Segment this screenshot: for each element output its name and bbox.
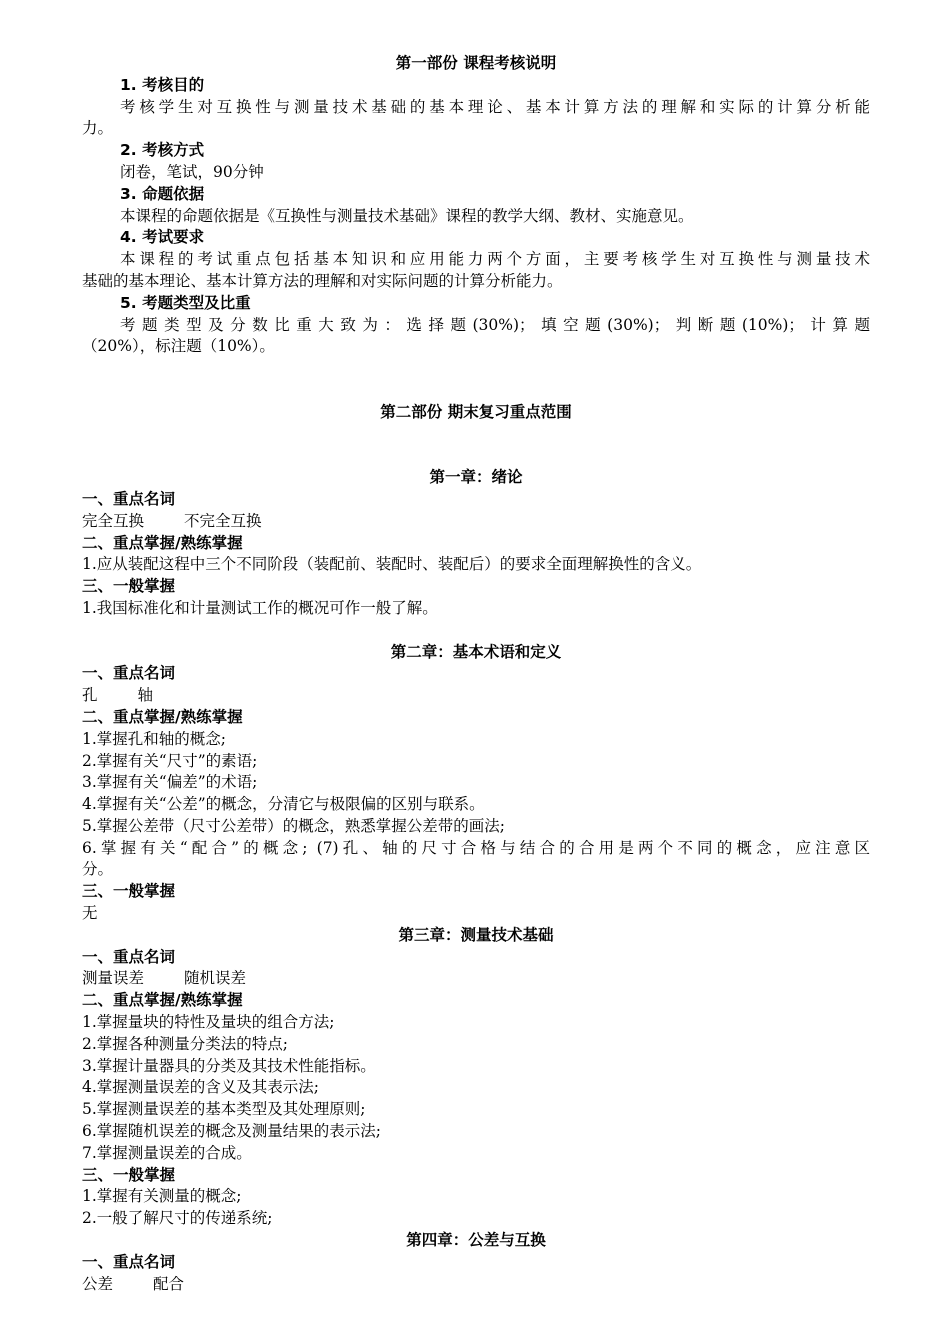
list-item: 3.掌握有关“偏差”的术语; xyxy=(82,773,258,792)
part2-title: 第二部份 期末复习重点范围 xyxy=(380,402,572,421)
body-line: 本课程的命题依据是《互换性与测量技术基础》课程的教学大纲、教材、实施意见。 xyxy=(120,206,694,225)
key-terms xyxy=(82,968,870,990)
body-line: 本课程的考试重点包括基本知识和应用能力两个方面，主要考核学生对互换性与测量技术 xyxy=(120,250,870,269)
key-terms xyxy=(82,511,870,533)
key-term: 配合 xyxy=(153,1274,185,1293)
body-line: 考核学生对互换性与测量技术基础的基本理论、基本计算方法的理解和实际的计算分析能 xyxy=(120,97,870,116)
key-term: 不完全互换 xyxy=(184,511,262,530)
key-term: 轴 xyxy=(137,686,154,705)
document-page xyxy=(82,53,870,1295)
list-item: 2.一般了解尺寸的传递系统; xyxy=(82,1209,273,1228)
key-terms xyxy=(82,685,870,707)
subheading: 二、重点掌握/熟练掌握 xyxy=(82,707,243,726)
list-item: 无 xyxy=(82,904,98,923)
chapter-title: 第三章：测量技术基础 xyxy=(398,925,554,944)
list-item: 4.掌握测量误差的含义及其表示法; xyxy=(82,1078,320,1097)
section-heading: 3. 命题依据 xyxy=(120,184,205,203)
chapter-title: 第一章：绪论 xyxy=(429,468,523,487)
list-item: 1.掌握有关测量的概念; xyxy=(82,1187,242,1206)
subheading: 二、重点掌握/熟练掌握 xyxy=(82,991,243,1010)
subheading: 一、重点名词 xyxy=(82,664,176,683)
list-item: 6.掌握随机误差的概念及测量结果的表示法; xyxy=(82,1122,382,1141)
body-line: 基础的基本理论、基本计算方法的理解和对实际问题的计算分析能力。 xyxy=(82,271,563,290)
body-line: （20%），标注题（10%）。 xyxy=(82,337,275,356)
key-term: 测量误差 xyxy=(82,969,145,988)
subheading: 一、重点名词 xyxy=(82,1252,176,1271)
section-heading: 1. 考核目的 xyxy=(120,75,205,94)
section-heading: 4. 考试要求 xyxy=(120,228,205,247)
section-heading: 2. 考核方式 xyxy=(120,141,205,160)
key-term: 完全互换 xyxy=(82,511,145,530)
list-item: 5.掌握测量误差的基本类型及其处理原则; xyxy=(82,1100,366,1119)
list-item: 6.掌握有关“配合”的概念; (7)孔、轴的尺寸合格与结合的合用是两个不同的概念，应注意区 xyxy=(82,838,870,857)
list-item: 分。 xyxy=(82,860,114,879)
list-item: 1.应从装配这程中三个不同阶段（装配前、装配时、装配后）的要求全面理解换性的含义。 xyxy=(82,555,702,574)
body-line: 闭卷，笔试，90分钟 xyxy=(120,162,264,181)
subheading: 一、重点名词 xyxy=(82,489,176,508)
key-terms xyxy=(82,1274,870,1296)
subheading: 三、一般掌握 xyxy=(82,577,176,596)
subheading: 三、一般掌握 xyxy=(82,1165,176,1184)
list-item: 2.掌握各种测量分类法的特点; xyxy=(82,1034,289,1053)
body-line: 力。 xyxy=(82,119,114,138)
subheading: 三、一般掌握 xyxy=(82,882,176,901)
key-term: 孔 xyxy=(82,686,98,705)
chapter-title: 第四章：公差与互换 xyxy=(406,1231,546,1250)
subheading: 一、重点名词 xyxy=(82,947,176,966)
section-heading: 5. 考题类型及比重 xyxy=(120,293,251,312)
key-term: 随机误差 xyxy=(184,969,247,988)
list-item: 1.掌握孔和轴的概念; xyxy=(82,729,227,748)
chapter-title: 第二章：基本术语和定义 xyxy=(390,642,562,661)
list-item: 1.我国标准化和计量测试工作的概况可作一般了解。 xyxy=(82,598,438,617)
list-item: 4.掌握有关“公差”的概念，分清它与极限偏的区别与联系。 xyxy=(82,795,485,814)
part1-title: 第一部份 课程考核说明 xyxy=(395,54,557,72)
list-item: 3.掌握计量器具的分类及其技术性能指标。 xyxy=(82,1056,376,1075)
subheading: 二、重点掌握/熟练掌握 xyxy=(82,533,243,552)
list-item: 2.掌握有关“尺寸”的素语; xyxy=(82,751,258,770)
list-item: 7.掌握测量误差的合成。 xyxy=(82,1143,252,1162)
key-term: 公差 xyxy=(82,1274,114,1293)
body-line: 考题类型及分数比重大致为：选择题(30%)；填空题(30%)；判断题(10%)；计算题 xyxy=(120,315,870,334)
list-item: 5.掌握公差带（尺寸公差带）的概念，熟悉掌握公差带的画法; xyxy=(82,816,506,835)
list-item: 1.掌握量块的特性及量块的组合方法; xyxy=(82,1013,335,1032)
